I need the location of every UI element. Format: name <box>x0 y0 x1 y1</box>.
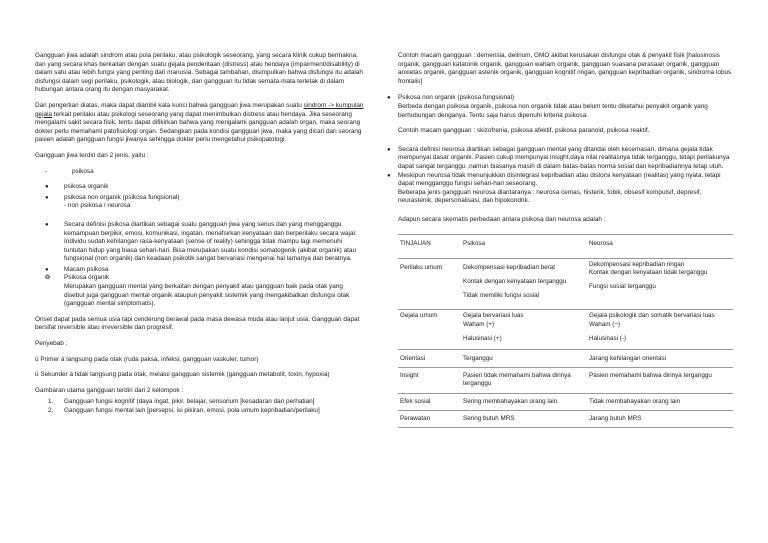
right-column <box>387 52 733 428</box>
table-cell-label: Gejala umum <box>398 310 461 350</box>
cell-line: Tidak memiliki fungsi sosial <box>463 292 540 300</box>
table-cell: Sering butuh MRS <box>461 410 587 427</box>
list-item-neurosa-detail <box>387 171 733 206</box>
numbered-item-1 <box>35 398 365 407</box>
bullet-icon: ● <box>387 146 391 153</box>
table-cell <box>587 310 733 350</box>
dash-marker: - <box>45 168 47 175</box>
cell-line: Dekompensasi kepribadian ringan <box>589 260 685 268</box>
list-item-psikosa-organik <box>35 183 365 192</box>
list-item-neurosa-definition <box>387 145 733 172</box>
list-item-psikosa-organik-detail <box>35 274 365 308</box>
cell-line: Halusinasi (+) <box>463 334 502 342</box>
cell-line: Gejala bervariasi luas <box>463 312 524 320</box>
paragraph-contoh-non-organik: Contoh macam gangguan : skizofrenia, psikosa afektif, psikosa paranoid, psikosa reaktif. <box>398 127 650 135</box>
paragraph-keyword <box>35 102 365 145</box>
list-item-psikosa-definition <box>35 221 365 264</box>
bullet-icon: ● <box>45 194 49 201</box>
left-column <box>35 52 365 416</box>
table-cell-label: Perawatan <box>398 410 461 427</box>
paragraph-definition: Gangguan jiwa adalah sindrom atau pola perilaku, atau psikologik seseorang, yang secara klinik cukup bermakna, dan yang secara khas berkaitan dengan suatu gejala penderitaan (distress) atau hendaya (impairment/disability) di dalam satu atau lebih fungsi yang penting dari manusia. Sebagai tambahan, disimpulkan bahwa disfungsi itu adalah disfungsi dalam segi perilaku, psikologik, atau biologik, dan gangguan itu tidak semata-mata terletak di dalam hubungan antara orang itu dengan masyarakat. <box>35 52 363 94</box>
cell-line: Gejala psikologik dan somatik bervariasi luas <box>589 312 715 320</box>
list-item-psikosa-non-organik-detail <box>387 94 733 120</box>
paragraph-sekunder: ü Sekunder à tidak langsung pada otak, melalui gangguan sistemik (gangguan metabolit, toxin, hypoxia) <box>35 371 330 379</box>
table-header-cell: Neurosa <box>587 234 733 258</box>
comparison-table <box>398 234 733 428</box>
table-cell: Jarang kehilangan orientasi <box>587 349 733 367</box>
list-item-text: Berbeda dengan psikosa organik, psikosa non organik tidak atau belum tentu diketahui penyakit organik yang berhubungan denganya. Tentu saja harus dipenuhi kriteria psikosa. <box>398 102 708 119</box>
paragraph-types-intro: Gangguan jiwa terdiri dari 2 jenis, yaitu : <box>35 151 149 159</box>
table-cell: Pasien memahami bahwa dirinya terganggu <box>587 368 733 393</box>
cell-line: Kontak dengan kenyataan terganggu <box>463 277 567 285</box>
table-cell: Pasien tidak memahami bahwa dirinya terganggu <box>461 368 587 393</box>
table-cell <box>587 258 733 310</box>
paragraph-penyebab: Penyebab : <box>35 340 68 348</box>
circle-bullet-icon: ❂ <box>45 275 51 282</box>
table-row <box>398 410 733 427</box>
table-cell <box>461 310 587 350</box>
paragraph-gambaran: Gambaran utama gangguan terdiri dari 2 kelompok : <box>35 386 184 394</box>
list-item-label: psikosa organik <box>64 183 109 191</box>
cell-line: Halusinasi (-) <box>589 334 627 342</box>
table-row <box>398 310 733 350</box>
table-cell-label: Orientasi <box>398 349 461 367</box>
list-item-text: Meskipun neurosa tidak menunjukkan disintegrasi kepribadian atau distorsi kenyataan (realitas) yang nyata, tetapi dapat mengganggu fungsi sehari-hari seseorang. <box>398 171 721 188</box>
cell-line: Kontak dengan kenyataan tidak terganggu <box>589 268 708 276</box>
table-cell: Terganggu <box>461 349 587 367</box>
table-cell <box>461 258 587 310</box>
list-item-text: Secara definisi neurosa diartikan sebagai gangguan mental yang ditandai oleh kecemasan, dimana gejala tidak mempunyai dasar organik. Pasien cukup mempunyai insight,daya nilai realitasnya tidak terganggu, tetapi perilakunya dapat sangat terganggu ,namun biasanya masih di dalam batas-batas norma sosial dan kepribadiannya tetap utuh. <box>398 145 730 170</box>
table-row <box>398 368 733 393</box>
paragraph-table-intro: Adapun secara skematis perbedaan antara psikosa dan neurosa adalah : <box>398 215 606 223</box>
list-item-sublabel: - non psikosa / neurosa <box>64 202 131 210</box>
number-marker: 2. <box>48 407 54 414</box>
list-item-text: Secara definisi psikosa diartikan sebagai suatu gangguan jiwa yang serius dan yang mengganggu kemampuan berpikir, emosi, komunikasi, ingatan, menafsirkan kenyataan dan berperilaku secara wajar. Individu sudah kehilangan rasa-kenyataan (sense of reality) sehingga tidak mampu lagi memenuhi tuntutan hidup yang biasa sehari-hari. Bisa merupakan suatu kondisi somatogenik (akibat organik) atau fungsional (non organik) dan keadaan psikotik sangat bervariasi mengenai hal lamanya dan beratnya. <box>64 220 358 263</box>
list-item-label: Psikosa organik <box>64 274 110 282</box>
numbered-item-text: Gangguan fungsi mental lain [persepsi, isi pikiran, emosi, pola umum kepribadian/perilaku] <box>64 407 320 414</box>
list-item-label: psikosa <box>72 167 94 175</box>
cell-line: Dekompensasi kepribadian berat <box>463 263 556 271</box>
list-item-label: Psikosa non organik (psikosa fungsional) <box>398 94 515 102</box>
paragraph-onset: Onset dapat pada semua usia tapi cenderung berawal pada masa dewasa muda atau lanjut usia. Gangguan dapat bersifat reversible atau irreversible dan progresif. <box>35 315 360 332</box>
table-cell: Tidak membahayakan orang lain <box>587 393 733 410</box>
list-item-label: psikosa non organik (psikosa fungsional) <box>64 193 180 201</box>
table-row <box>398 393 733 410</box>
table-row <box>398 349 733 367</box>
bullet-icon: ● <box>45 266 49 273</box>
numbered-item-text: Gangguan fungsi kognitif (daya ingat, pikir, belajar, sensorium [kesadaran dan perhatian] <box>64 398 315 406</box>
list-item-text: Merupakan gangguan mental yang berkaitan dengan penyakit atau gangguan baik pada otak yang disebut juga gangguan mental organik ataupun penyakit sistemik yang mengakibatkan disfungsi otak (gangguan mental simptomatis). <box>64 283 350 308</box>
list-item-psikosa-non-organik <box>35 194 365 211</box>
table-header-cell: Psikosa <box>461 234 587 258</box>
text-segment: terkait perilaku atau psikologi seseorang yang dapat menimbulkan distress atau hendaya. Jika seseorang mengalami sakit secara fisik, tentu dapat difikirkan bahwa yang mengalami gangguan adalah organ, maka seorang dokter perlu memahami patofisiologi organ. Sedangkan pada kondisi gangguan jiwa, maka yang dicari dari seorang pasien adalah gangguan fungsi jiwanya sehingga dokter perlu mengetahui psikopatologi. <box>35 110 362 144</box>
cell-line: Waham (+) <box>463 320 495 328</box>
bullet-icon: ● <box>387 95 391 102</box>
cell-line: Waham (−) <box>589 320 621 328</box>
list-item-text: Beberapa jenis gangguan neurosa diantaranya : neurosa cemas, histerik, fobik, obsesif kompulsif, depresif, neurastenik, depersonalisasi, dan hipokondrik. <box>398 188 702 205</box>
table-cell: Jarang butuh MRS <box>587 410 733 427</box>
table-cell: Sering membahayakan orang lain <box>461 393 587 410</box>
table-header-row <box>398 234 733 258</box>
table-cell-label: Insight <box>398 368 461 393</box>
paragraph-primer: ü Primer à langsung pada otak (ruda paksa, infeksi, gangguan vaskuler, tumor) <box>35 355 259 363</box>
term-sindrom: sindrom -> kumpulan gejala <box>35 101 364 118</box>
table-cell-label: Perilaku umum <box>398 258 461 310</box>
table-row <box>398 258 733 310</box>
table-cell-label: Efek sosial <box>398 393 461 410</box>
bullet-icon: ● <box>45 221 49 228</box>
bullet-icon: ● <box>45 184 49 191</box>
cell-line: Fungsi sosial terganggu <box>589 283 656 291</box>
text-segment: Dari pengertian diatas, maka dapat diambil kata kunci bahwa gangguan jiwa merupakan suatu <box>35 101 304 109</box>
table-header-cell: TINJAUAN <box>398 234 461 258</box>
paragraph-contoh-organik: Contoh macam gangguan : demensia, delirium, GMO akibat kerusakan disfungsi otak & penyakit fisik [halusinosis organik, gangguan katatonik organik, gangguan waham organik, gangguan suasana perasaan organik, gangguan anxietas organik, gangguan astenik organik, gangguan kognitif ringan, gangguan kepribadian organik, sindroma lobus frontalis] <box>398 52 732 85</box>
list-item-psikosa <box>35 168 365 177</box>
numbered-item-2 <box>35 407 365 416</box>
bullet-icon: ● <box>387 172 391 179</box>
list-item-label: Macam psikosa <box>64 265 109 273</box>
list-item-macam-psikosa <box>35 266 365 275</box>
number-marker: 1. <box>48 398 54 406</box>
